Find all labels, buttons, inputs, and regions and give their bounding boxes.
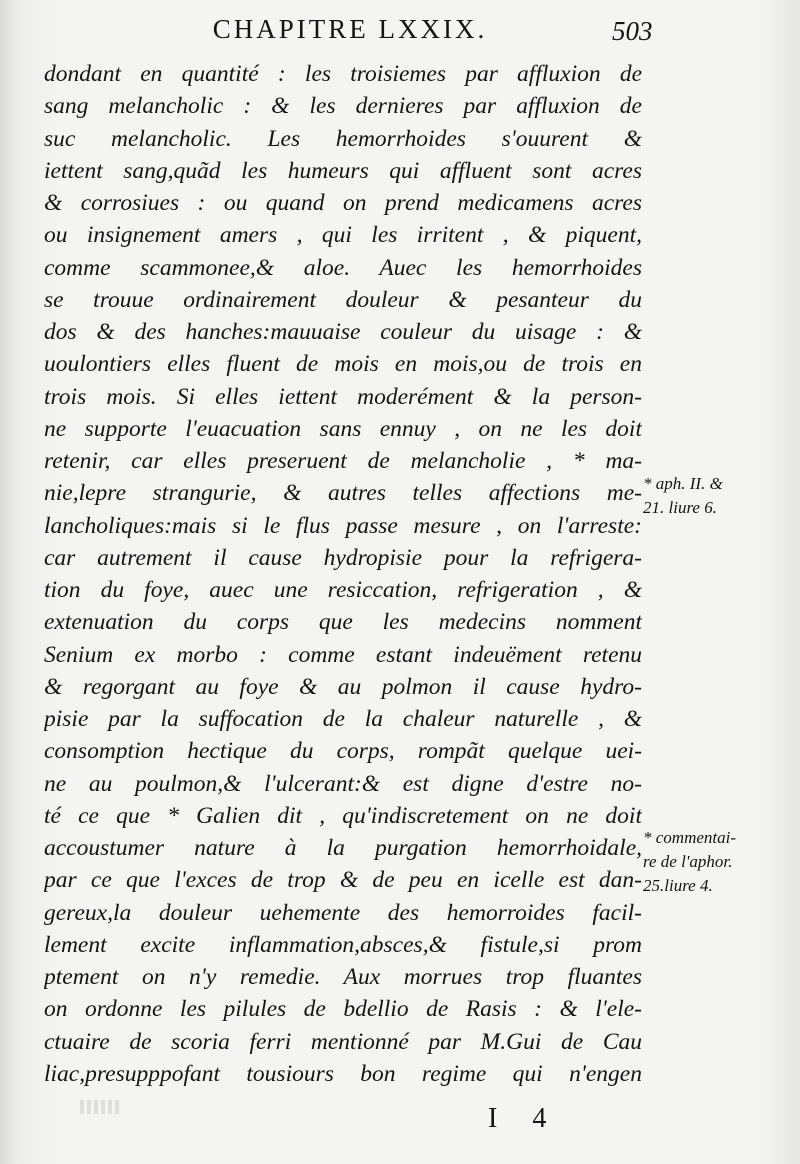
text-line: se trouue ordinairement douleur & pesanteur du xyxy=(44,286,642,313)
text-line: comme scammonee,& aloe. Auec les hemorrhoides xyxy=(44,254,642,281)
text-line: trois mois. Si elles iettent moderément & la person- xyxy=(44,383,642,410)
text-line: on ordonne les pilules de bdellio de Rasis : & l'ele- xyxy=(44,996,642,1023)
text-line: retenir, car elles preseruent de melancholie , * ma- xyxy=(44,448,642,474)
text-line: dos & des hanches:mauuaise couleur du uisage : & xyxy=(44,319,642,345)
text-line: suc melancholic. Les hemorrhoides s'ouurent & xyxy=(44,125,642,152)
text-line: extenuation du corps que les medecins nomment xyxy=(44,609,642,636)
text-line: nie,lepre strangurie, & autres telles affections me- xyxy=(44,480,642,507)
margin-note-commentary xyxy=(643,826,736,898)
text-line: tion du foye, auec une resiccation, refrigeration , & xyxy=(44,577,642,603)
text-line: par ce que l'exces de trop & de peu en icelle est dan- xyxy=(44,867,642,894)
text-line: Senium ex morbo : comme estant indeuëment retenu xyxy=(44,641,642,668)
show-through-smudge xyxy=(80,1100,120,1114)
text-line: ctuaire de scoria ferri mentionné par M.Gui de Cau xyxy=(44,1028,642,1055)
margin-note-line: 21. liure 6. xyxy=(643,498,717,517)
page-number: 503 xyxy=(612,16,653,46)
text-line: ou insignement amers , qui les irritent , & piquent, xyxy=(44,222,642,249)
text-line: liac,presupppofant tousiours bon regime qui n'engen xyxy=(44,1060,642,1087)
text-line: lement excite inflammation,absces,& fistule,si prom xyxy=(44,931,642,958)
text-line: accoustumer nature à la purgation hemorrhoidale, xyxy=(44,835,642,861)
margin-note-line: re de l'aphor. xyxy=(643,852,733,871)
signature-mark: I 4 xyxy=(488,1103,561,1134)
text-line: sang melancholic : & les dernieres par affluxion de xyxy=(44,93,642,120)
margin-note-aphorism xyxy=(643,472,723,520)
text-line: gereux,la douleur uehemente des hemorroides facil- xyxy=(44,899,642,926)
text-line: ne supporte l'euacuation sans ennuy , on ne les doit xyxy=(44,415,642,442)
running-title: CHAPITRE LXXIX. xyxy=(212,14,488,44)
margin-note-line: 25.liure 4. xyxy=(643,876,713,895)
text-line: ptement on n'y remedie. Aux morrues trop fluantes xyxy=(44,964,642,990)
text-line: iettent sang,quãd les humeurs qui affluent sont acres xyxy=(44,157,642,184)
text-line: té ce que * Galien dit , qu'indiscretement on ne doit xyxy=(44,802,642,829)
text-line: pisie par la suffocation de la chaleur naturelle , & xyxy=(44,706,642,732)
text-line: consomption hectique du corps, rompãt quelque uei- xyxy=(44,738,642,765)
text-line: uoulontiers elles fluent de mois en mois,ou de trois en xyxy=(44,351,642,378)
main-text-block xyxy=(44,58,642,1090)
text-line: & corrosiues : ou quand on prend medicamens acres xyxy=(44,190,642,216)
text-line: & regorgant au foye & au polmon il cause hydro- xyxy=(44,673,642,700)
text-line: dondant en quantité : les troisiemes par affluxion de xyxy=(44,61,642,87)
text-line: car autrement il cause hydropisie pour la refrigera- xyxy=(44,544,642,571)
text-line: lancholiques:mais si le flus passe mesure , on l'arreste: xyxy=(44,512,642,539)
margin-note-line: * aph. II. & xyxy=(643,474,723,493)
text-line: ne au poulmon,& l'ulcerant:& est digne d'estre no- xyxy=(44,770,642,797)
margin-note-line: * commentai- xyxy=(643,828,737,847)
